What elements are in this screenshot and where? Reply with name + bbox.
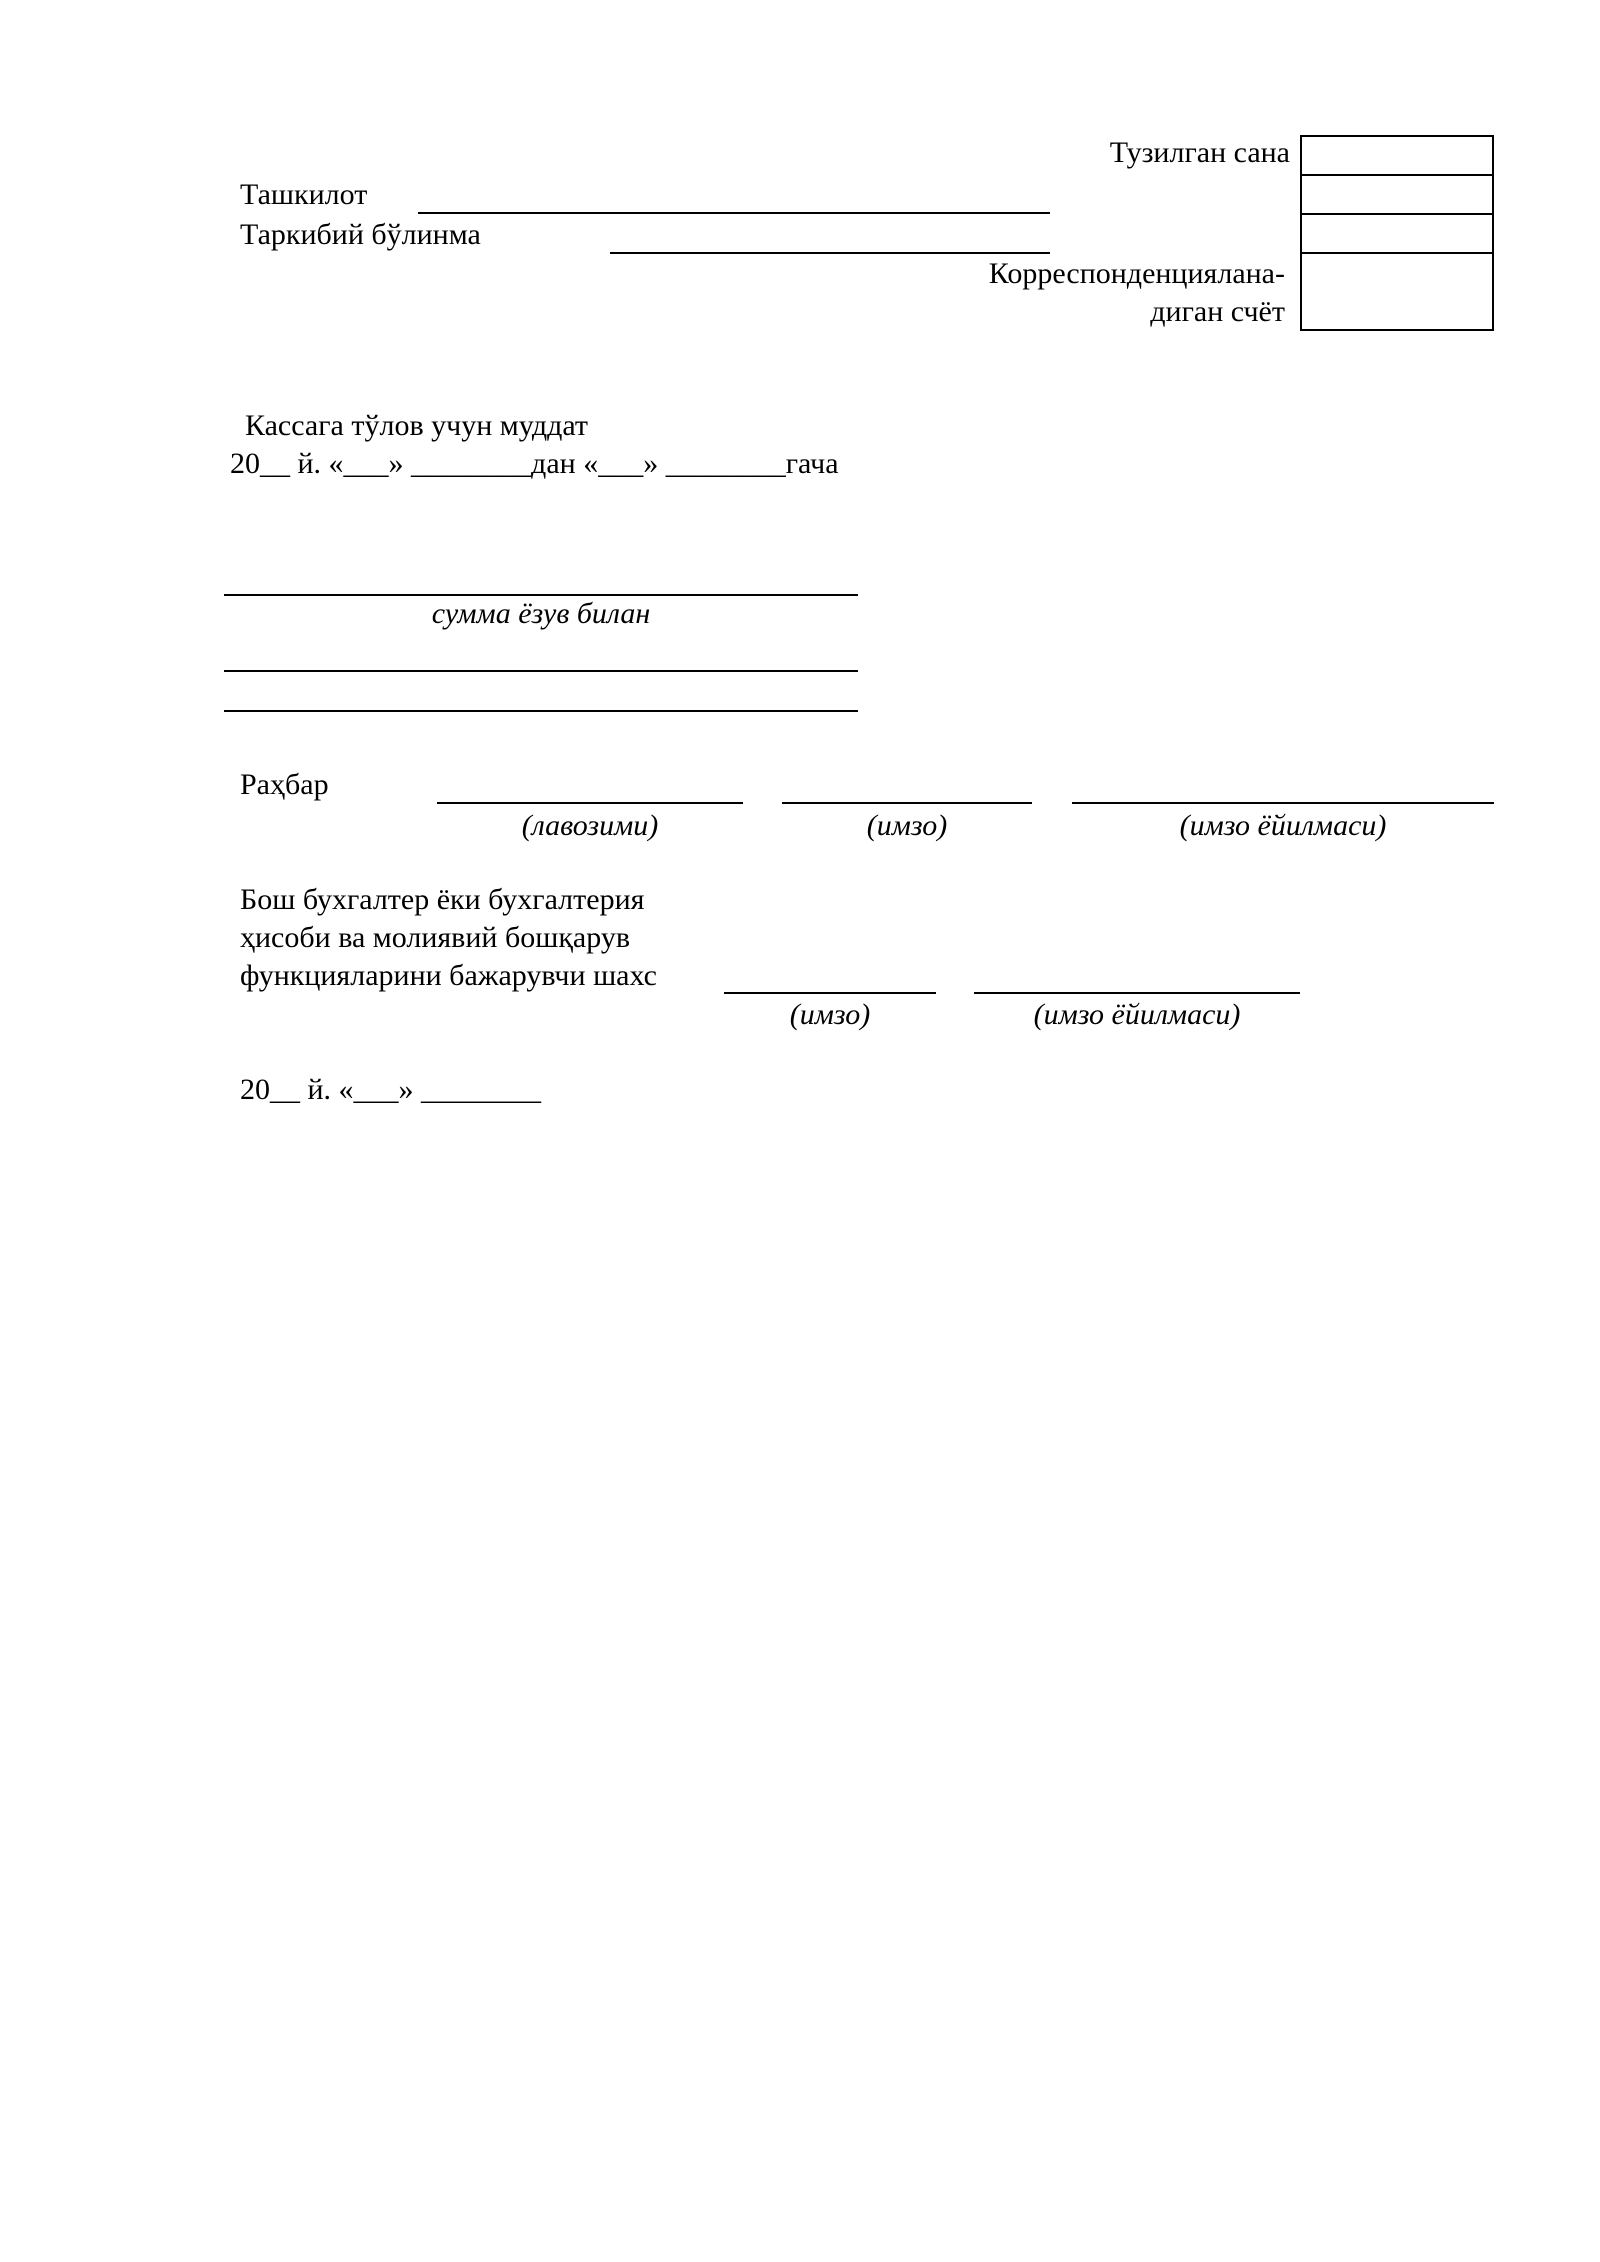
- document-date-line[interactable]: 20__ й. «___» ________: [240, 1073, 542, 1106]
- accountant-signature-caption: (имзо): [789, 998, 871, 1031]
- organization-label: Ташкилот: [240, 178, 368, 211]
- organization-input-line[interactable]: [418, 212, 1050, 214]
- accountant-decoding-caption: (имзо ёйилмаси): [1033, 998, 1241, 1031]
- amount-words-line-3[interactable]: [224, 710, 858, 712]
- department-input-line[interactable]: [610, 252, 1050, 254]
- date-created-label: Тузилган сана: [1109, 136, 1290, 169]
- head-signature-line[interactable]: [782, 802, 1032, 804]
- amount-words-caption: сумма ёзув билан: [431, 597, 651, 630]
- department-code-field[interactable]: [1300, 213, 1494, 254]
- payment-period-line[interactable]: 20__ й. «___» ________дан «___» ________гача: [230, 447, 839, 480]
- accountant-label-line2: ҳисоби ва молиявий бошқарув: [240, 921, 630, 954]
- date-created-field[interactable]: [1300, 135, 1494, 176]
- accountant-signature-decoding-line[interactable]: [974, 992, 1300, 994]
- department-label: Таркибий бўлинма: [240, 218, 481, 251]
- accountant-label-line3: функцияларини бажарувчи шахс: [240, 959, 657, 992]
- payment-period-title: Кассага тўлов учун муддат: [245, 409, 589, 442]
- organization-code-field[interactable]: [1300, 174, 1494, 215]
- amount-words-line-1[interactable]: [224, 594, 858, 596]
- head-signature-caption: (имзо): [866, 809, 948, 842]
- head-position-caption: (лавозими): [521, 809, 659, 842]
- head-label: Раҳбар: [240, 768, 329, 801]
- corr-account-label-line1: Корреспонденциялана-: [988, 257, 1285, 290]
- corr-account-label-line2: диган счёт: [1150, 295, 1285, 328]
- head-signature-decoding-line[interactable]: [1072, 802, 1494, 804]
- accountant-label-line1: Бош бухгалтер ёки бухгалтерия: [240, 883, 645, 916]
- head-position-line[interactable]: [437, 802, 743, 804]
- corr-account-field[interactable]: [1300, 252, 1494, 331]
- amount-words-line-2[interactable]: [224, 670, 858, 672]
- accountant-signature-line[interactable]: [724, 992, 936, 994]
- head-decoding-caption: (имзо ёйилмаси): [1179, 809, 1387, 842]
